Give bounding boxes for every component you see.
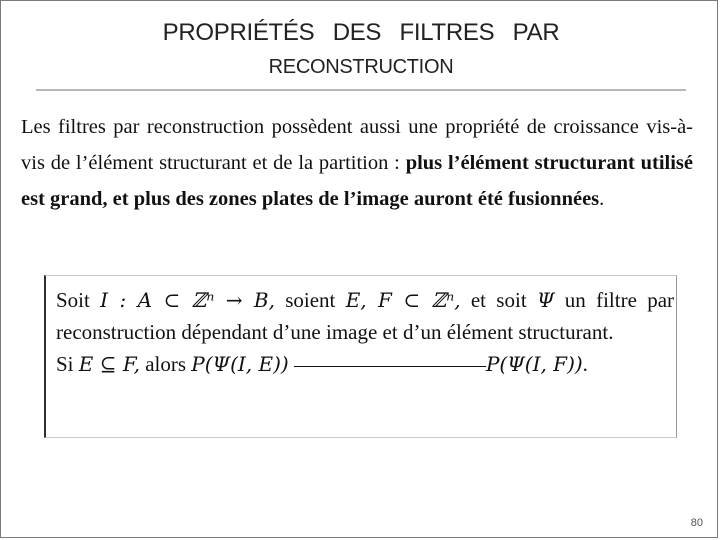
property-word-soient: soient (285, 288, 336, 312)
property-box (44, 275, 677, 438)
property-word-si: Si (56, 352, 74, 376)
image-map-formula: I : A ⊂ ℤⁿ → B, (100, 288, 275, 312)
property-word-soit: Soit (56, 288, 90, 312)
answer-blank-line (294, 366, 486, 367)
psi-symbol: Ψ (536, 288, 555, 312)
page-number: 80 (690, 517, 703, 529)
intro-ending: . (599, 188, 605, 210)
sets-formula: E, F ⊂ ℤⁿ, (345, 288, 461, 312)
right-expression: P(Ψ(I, F)) (485, 352, 583, 376)
property-word-alors: alors (145, 352, 187, 376)
property-statement (56, 284, 674, 380)
property-text-et-soit: et soit (470, 288, 527, 312)
subset-condition: E ⊆ F, (78, 352, 140, 376)
intro-paragraph (21, 109, 693, 217)
title-divider (36, 89, 686, 91)
intro-emphasis: plus l’élément structurant utilisé est grand, et plus des zones plates de l’image auront été fusionnées (21, 152, 693, 210)
property-ending: . (582, 352, 588, 376)
left-expression: P(Ψ(I, E)) (191, 352, 289, 376)
intro-text: Les filtres par reconstruction possèdent aussi une propriété de croissance vis-à-vis de l’élément structurant et de la partition : (21, 116, 693, 174)
slide-title-line-1: PROPRIÉTÉS DES FILTRES PAR (162, 19, 560, 46)
slide-title-line-2: RECONSTRUCTION (268, 56, 454, 78)
property-description: un filtre par reconstruction dépendant d’une image et d’un élément structurant. (56, 288, 675, 344)
